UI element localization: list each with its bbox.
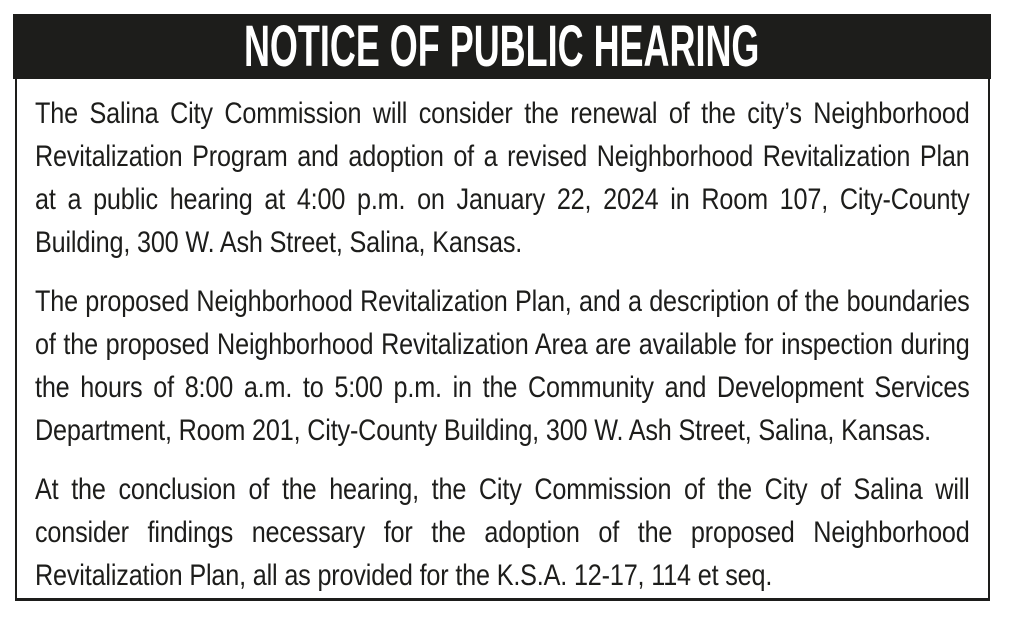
notice-title: NOTICE OF PUBLIC HEARING — [244, 13, 760, 79]
notice-body — [15, 79, 990, 601]
notice-paragraph-inspection-info: The proposed Neighborhood Revitalization Plan, and a description of the boundaries of the proposed Neighborhood Revitalization Area are available for inspection during the hours of 8:00 a.m. to 5:00 p.m. in the Community and Development Services Department, Room 201, City-County Building, 300 W. Ash Street, Salina, Kansas. — [35, 285, 970, 447]
notice-text-block — [35, 92, 970, 597]
notice-header — [13, 14, 991, 79]
notice-paragraph-hearing-date: The Salina City Commission will consider the renewal of the city’s Neighborhood Revitalization Program and adoption of a revised Neighborhood Revitalization Plan at a public hearing at 4:00 p.m. on January 22, 2024 in Room 107, City-County Building, 300 W. Ash Street, Salina, Kansas. — [35, 97, 970, 259]
notice-paragraph-conclusion: At the conclusion of the hearing, the City Commission of the City of Salina will consider findings necessary for the adoption of the proposed Neighborhood Revitalization Plan, all as provided for the K.S.A. 12-17, 114 et seq. — [35, 473, 970, 592]
